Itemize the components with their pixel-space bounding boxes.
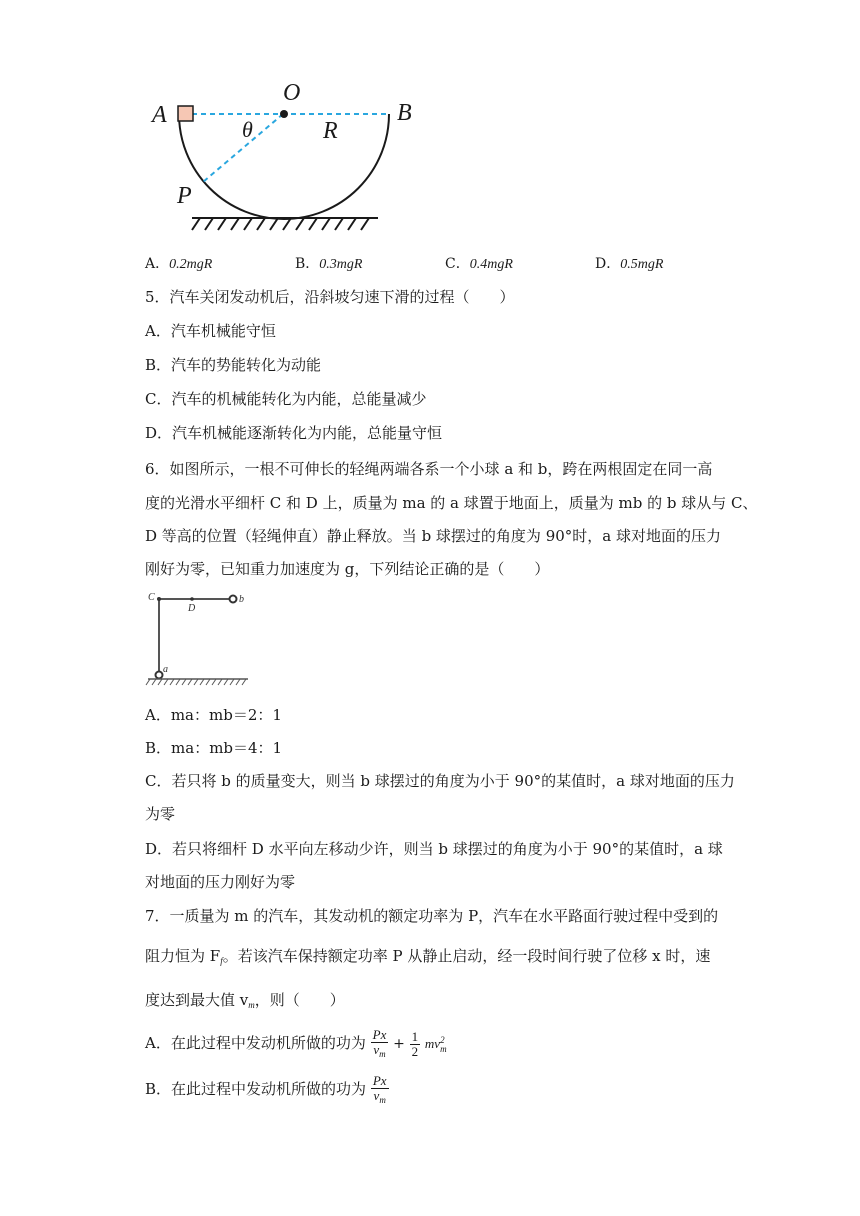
ball-a [156,672,163,679]
q6-option-c-line-2: 为零 [145,805,176,823]
fraction-one-half: $\frac{1}{2}$ [411,1028,419,1059]
center-point-o [280,110,288,118]
q7-line-1: 7．一质量为 m 的汽车，其发动机的额定功率为 P，汽车在水平路面行驶过程中受到的 [145,907,719,925]
label-d: D [188,603,196,614]
label-o: O [283,80,301,106]
q4-option-d: D．0.5mgR [595,256,664,272]
q6-option-d-line-2: 对地面的压力刚好为零 [145,873,296,891]
label-a-ball: a [163,664,168,675]
ball-b [230,596,237,603]
q5-option-b: B．汽车的势能转化为动能 [145,356,322,374]
q5-option-d: D．汽车机械能逐渐转化为内能，总能量守恒 [145,424,443,442]
rod-c-point [157,597,161,601]
block-at-a [178,106,193,121]
q7-option-b: B．在此过程中发动机所做的功为 $\frac{Px}{v_m}$ [145,1072,387,1105]
bowl-figure [140,70,440,240]
q6-stem-line-1: 6．如图所示，一根不可伸长的轻绳两端各系一个小球 a 和 b，跨在两根固定在同一高 [145,460,713,478]
label-a: A [152,102,167,128]
label-b: B [397,100,412,126]
rod-d-point [190,597,194,601]
q6-stem-line-4: 刚好为零，已知重力加速度为 g，下列结论正确的是（ ） [145,560,550,578]
q4-option-a: A．0.2mgR [145,256,213,272]
fraction-px-over-vm: $\frac{Px}{v_m}$ [372,1026,387,1059]
q6-option-c-line-1: C．若只将 b 的质量变大，则当 b 球摆过的角度为小于 90°的某值时，a 球对地面的压力 [145,772,735,790]
q7-line-3: 度达到最大值 $v_m$，则（ ） [145,991,345,1010]
q7-option-a: A．在此过程中发动机所做的功为 $\frac{Px}{v_m}$ + $\frac{1}{2}$ mv 2 m [145,1026,447,1059]
q5-option-a: A．汽车机械能守恒 [145,322,276,340]
q6-stem-line-3: D 等高的位置（轻绳伸直）静止释放。当 b 球摆过的角度为 90°时，a 球对地面的压力 [145,527,722,545]
q7-line-2: 阻力恒为 $F_f$。若该汽车保持额定功率 P 从静止启动，经一段时间行驶了位移 x 时，速 [145,947,711,966]
q6-option-a: A．ma：mb＝2：1 [145,706,282,724]
label-b-ball: b [239,594,244,605]
q4-option-b: B．0.3mgR [295,256,363,272]
label-p: P [177,183,192,209]
q6-stem-line-2: 度的光滑水平细杆 C 和 D 上，质量为 ma 的 a 球置于地面上，质量为 mb 的 b 球从与 C、 [145,494,758,512]
q5-option-c: C．汽车的机械能转化为内能，总能量减少 [145,390,427,408]
q5-stem: 5．汽车关闭发动机后，沿斜坡匀速下滑的过程（ ） [145,288,515,306]
label-c: C [148,592,155,603]
label-r: R [323,118,338,144]
semicircle-track [179,114,389,219]
label-theta: θ [242,117,253,142]
fraction-px-over-vm-b: $\frac{Px}{v_m}$ [372,1072,387,1105]
q6-option-b: B．ma：mb＝4：1 [145,739,283,757]
q6-option-d-line-1: D．若只将细杆 D 水平向左移动少许，则当 b 球摆过的角度为小于 90°的某值时，a 球 [145,840,723,858]
q4-option-c: C．0.4mgR [445,256,513,272]
rope-rods-figure [140,588,260,688]
ground-hatch-small [146,679,246,685]
